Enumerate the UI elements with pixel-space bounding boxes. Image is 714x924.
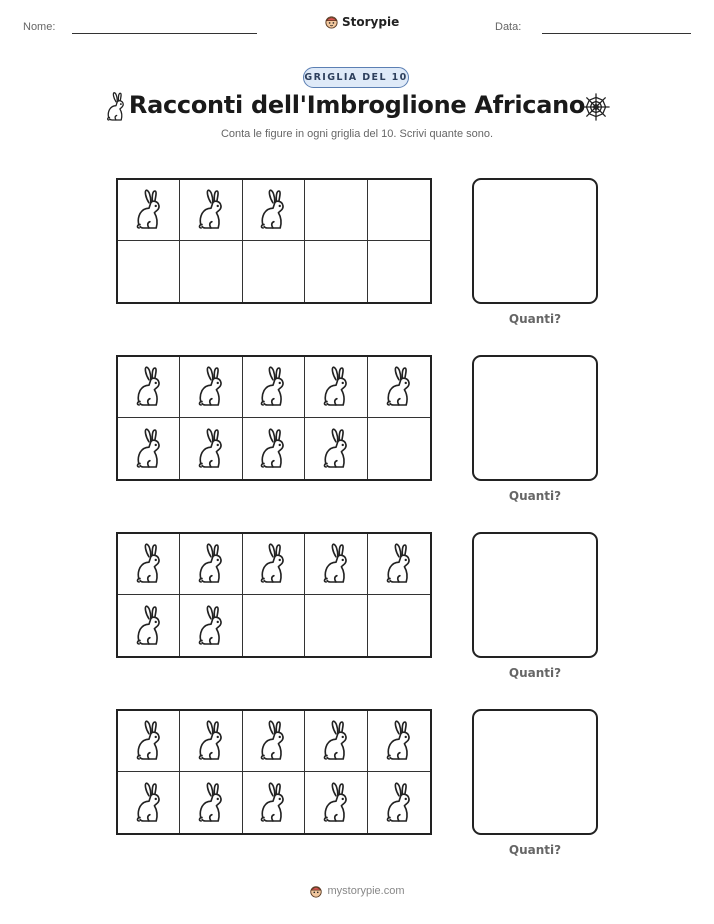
ten-frame-cell bbox=[243, 772, 305, 833]
answer-box-4[interactable] bbox=[472, 709, 598, 835]
ten-frame-cell bbox=[368, 241, 430, 302]
ten-frame-cell bbox=[305, 241, 367, 302]
rabbit-icon bbox=[193, 604, 229, 648]
ten-frame-cell bbox=[305, 180, 367, 241]
ten-frame-2 bbox=[116, 355, 432, 481]
answer-label-4: Quanti? bbox=[508, 843, 562, 857]
ten-frame-cell bbox=[243, 418, 305, 479]
name-label: Nome: bbox=[23, 21, 56, 33]
ten-frame-cell bbox=[243, 241, 305, 302]
rabbit-icon bbox=[255, 188, 291, 232]
ten-frame-cell bbox=[118, 595, 180, 656]
storypie-mascot-icon bbox=[324, 14, 339, 29]
rabbit-icon bbox=[193, 542, 229, 586]
footer-site: mystorypie.com bbox=[327, 885, 405, 897]
ten-frame-cell bbox=[118, 241, 180, 302]
rabbit-icon bbox=[193, 719, 229, 763]
ten-frame-cell bbox=[243, 534, 305, 595]
ten-frame-cell bbox=[180, 595, 242, 656]
date-label: Data: bbox=[495, 21, 522, 33]
ten-frame-1 bbox=[116, 178, 432, 304]
page-title: Racconti dell'Imbroglione Africano bbox=[128, 91, 586, 119]
ten-frame-cell bbox=[368, 418, 430, 479]
rabbit-icon bbox=[255, 719, 291, 763]
ten-frame-cell bbox=[118, 711, 180, 772]
rabbit-icon bbox=[193, 427, 229, 471]
ten-frame-cell bbox=[118, 180, 180, 241]
rabbit-icon bbox=[318, 427, 354, 471]
rabbit-icon bbox=[318, 365, 354, 409]
rabbit-icon bbox=[131, 427, 167, 471]
ten-frame-cell bbox=[305, 772, 367, 833]
rabbit-icon bbox=[318, 542, 354, 586]
ten-frame-cell bbox=[305, 595, 367, 656]
ten-frame-cell bbox=[180, 534, 242, 595]
date-line[interactable] bbox=[542, 33, 691, 34]
ten-frame-cell bbox=[305, 418, 367, 479]
name-line[interactable] bbox=[72, 33, 257, 34]
rabbit-icon bbox=[131, 542, 167, 586]
answer-box-3[interactable] bbox=[472, 532, 598, 658]
ten-frame-cell bbox=[180, 418, 242, 479]
answer-box-2[interactable] bbox=[472, 355, 598, 481]
rabbit-icon bbox=[193, 188, 229, 232]
rabbit-icon bbox=[381, 719, 417, 763]
rabbit-icon bbox=[381, 365, 417, 409]
brand-logo bbox=[324, 14, 399, 29]
ten-frame-cell bbox=[180, 357, 242, 418]
ten-frame-cell bbox=[305, 711, 367, 772]
ten-frame-cell bbox=[243, 357, 305, 418]
rabbit-icon bbox=[381, 781, 417, 825]
spider-web-icon bbox=[580, 91, 612, 123]
ten-frame-cell bbox=[243, 595, 305, 656]
rabbit-icon bbox=[381, 542, 417, 586]
ten-frame-cell bbox=[118, 357, 180, 418]
rabbit-icon bbox=[255, 542, 291, 586]
rabbit-icon bbox=[131, 719, 167, 763]
ten-frame-cell bbox=[368, 595, 430, 656]
ten-frame-cell bbox=[243, 711, 305, 772]
ten-frame-4 bbox=[116, 709, 432, 835]
ten-frame-cell bbox=[118, 772, 180, 833]
ten-frame-cell bbox=[180, 180, 242, 241]
ten-frame-cell bbox=[180, 772, 242, 833]
worksheet-type-badge: GRIGLIA DEL 10 bbox=[303, 67, 409, 88]
ten-frame-cell bbox=[305, 534, 367, 595]
answer-label-1: Quanti? bbox=[508, 312, 562, 326]
rabbit-icon bbox=[255, 365, 291, 409]
rabbit-icon bbox=[193, 365, 229, 409]
ten-frame-cell bbox=[368, 534, 430, 595]
answer-label-2: Quanti? bbox=[508, 489, 562, 503]
rabbit-icon bbox=[255, 781, 291, 825]
ten-frame-cell bbox=[368, 711, 430, 772]
rabbit-icon bbox=[131, 188, 167, 232]
rabbit-icon bbox=[255, 427, 291, 471]
rabbit-icon bbox=[318, 781, 354, 825]
rabbit-icon bbox=[131, 781, 167, 825]
ten-frame-cell bbox=[118, 534, 180, 595]
footer bbox=[0, 884, 714, 898]
instructions: Conta le figure in ogni griglia del 10. Scrivi quante sono. bbox=[220, 128, 494, 140]
storypie-mascot-icon bbox=[309, 884, 323, 898]
ten-frame-cell bbox=[180, 711, 242, 772]
ten-frame-cell bbox=[118, 418, 180, 479]
ten-frame-cell bbox=[180, 241, 242, 302]
ten-frame-cell bbox=[368, 772, 430, 833]
answer-box-1[interactable] bbox=[472, 178, 598, 304]
rabbit-icon bbox=[131, 604, 167, 648]
rabbit-icon bbox=[193, 781, 229, 825]
ten-frame-cell bbox=[305, 357, 367, 418]
rabbit-icon bbox=[318, 719, 354, 763]
rabbit-icon bbox=[131, 365, 167, 409]
brand-name: Storypie bbox=[342, 14, 400, 29]
ten-frame-cell bbox=[368, 180, 430, 241]
ten-frame-3 bbox=[116, 532, 432, 658]
ten-frame-cell bbox=[368, 357, 430, 418]
answer-label-3: Quanti? bbox=[508, 666, 562, 680]
ten-frame-cell bbox=[243, 180, 305, 241]
